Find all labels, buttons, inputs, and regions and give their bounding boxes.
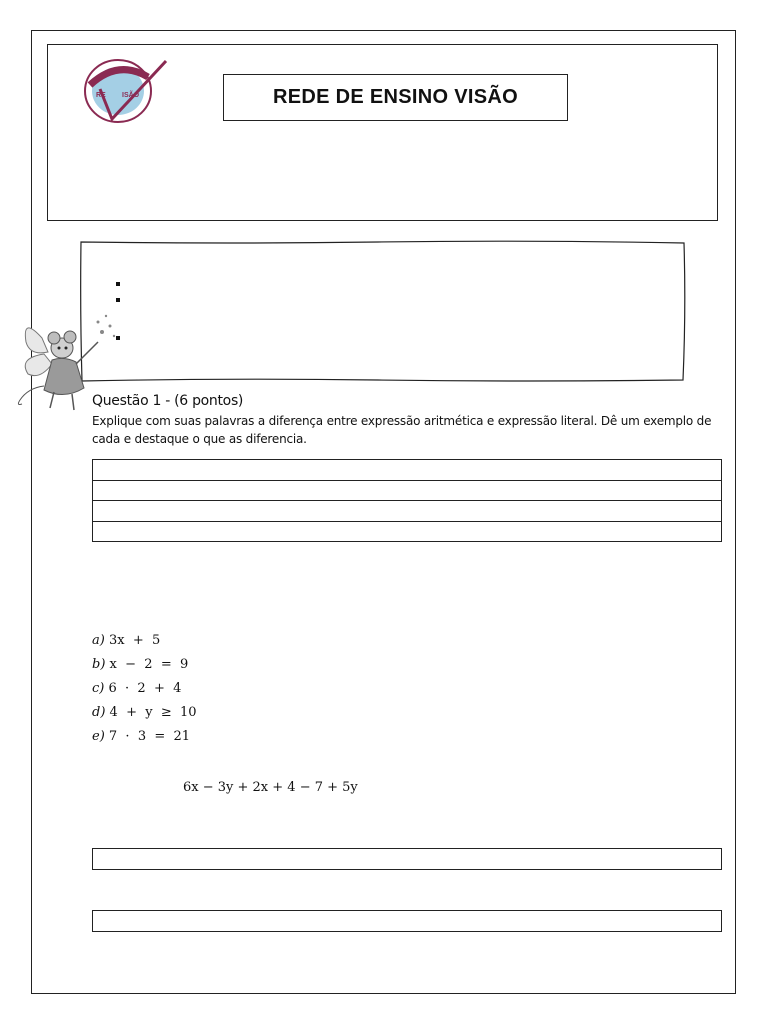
expression-item — [92, 631, 197, 655]
expression-item — [92, 727, 197, 751]
expression-letter: d) — [92, 705, 106, 720]
answer-box-2[interactable] — [92, 910, 722, 932]
expression-text: 7 · 3 = 21 — [104, 729, 191, 744]
answer-line[interactable] — [93, 460, 721, 481]
expression-item — [92, 679, 197, 703]
answer-line[interactable] — [93, 481, 721, 502]
question-1-prompt: Explique com suas palavras a diferença entre expressão aritmética e expressão literal. Dê um exemplo de cada e destaque o que as diferencia. — [92, 414, 712, 446]
expression-text: 6 · 2 + 4 — [104, 681, 182, 696]
expression-letter: b) — [92, 657, 106, 672]
school-title: REDE DE ENSINO VISÃO — [223, 74, 568, 121]
simplify-expression: 6x − 3y + 2x + 4 − 7 + 5y — [183, 780, 358, 795]
answer-line[interactable] — [93, 501, 721, 522]
expression-letter: c) — [92, 681, 105, 696]
svg-text:RE: RE — [96, 92, 106, 99]
note-bullet — [116, 298, 120, 302]
expression-item — [92, 703, 197, 727]
notes-box — [78, 240, 688, 383]
answer-lines[interactable] — [92, 459, 722, 542]
expression-letter: e) — [92, 729, 105, 744]
expression-text: 3x + 5 — [104, 633, 161, 648]
answer-box-1[interactable] — [92, 848, 722, 870]
expression-letter: a) — [92, 633, 105, 648]
expression-item — [92, 655, 197, 679]
expression-text: x − 2 = 9 — [105, 657, 189, 672]
answer-line[interactable] — [93, 522, 721, 543]
question-1-title: Questão 1 - (6 pontos) — [92, 393, 244, 409]
school-logo-icon — [78, 55, 170, 127]
expression-text: 4 + y ≥ 10 — [105, 705, 197, 720]
expression-list — [92, 631, 197, 751]
svg-text:ISÃO: ISÃO — [122, 92, 140, 99]
note-bullet — [116, 282, 120, 286]
